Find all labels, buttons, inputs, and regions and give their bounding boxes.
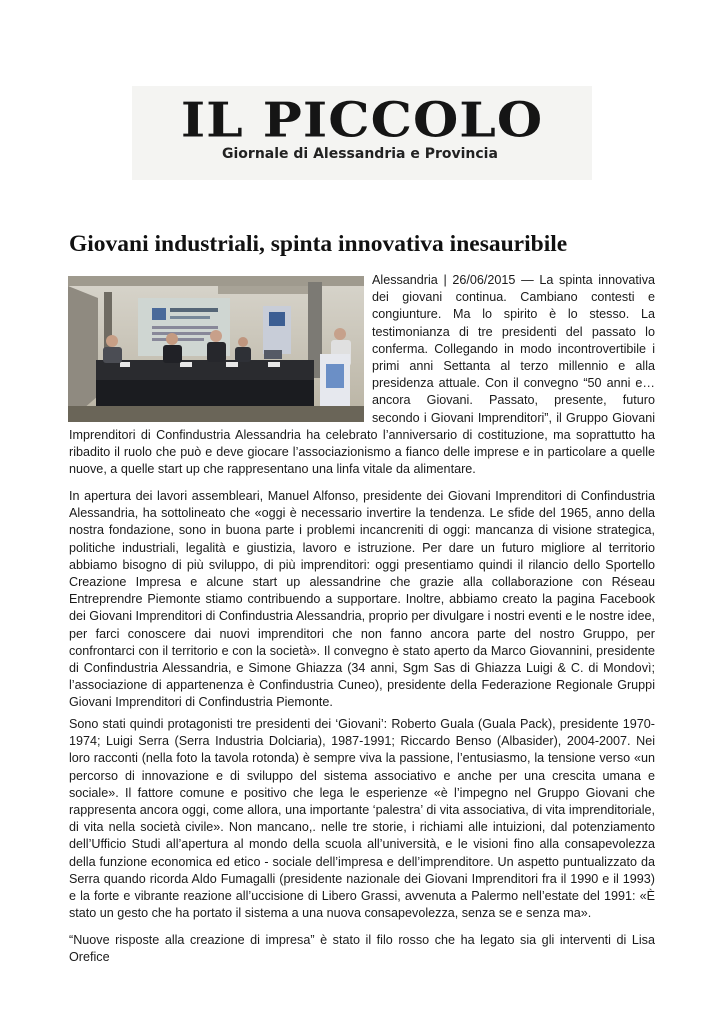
newspaper-name: IL PICCOLO: [180, 92, 544, 149]
article-paragraph-2: In apertura dei lavori assembleari, Manuel Alfonso, presidente dei Giovani Imprenditori di Confindustria Alessandria, ha sottolineato che «oggi è necessario invertire la tendenza. Le sfide del 1965, anno della nostra fondazione, sono in buona parte i problemi incancreniti di oggi: mancanza di visione strategica, politiche industriali, legalità e giustizia, lavoro e istruzione. Per dare un futuro migliore al territorio abbiamo bisogno di più sviluppo, di più imprenditori: oggi presentiamo quindi il rilancio dello Sportello Creazione Impresa e alcune start up alessandrine che grazie alla collaborazione con Réseau Entreprendre Piemonte stiamo contribuendo a supportare. Inoltre, abbiamo creato la pagina Facebook dei Giovani Imprenditori di Confindustria Alessandria, proprio per divulgare i nostri eventi e le nostre idee, per farci conoscere dai nuovi imprenditori che non fanno ancora parte del nostro Gruppo, per confrontarci con il territorio e con la società». Il convegno è stato aperto da Marco Giovannini, presidente di Confindustria Alessandria, e Simone Ghiazza (34 anni, Sgm Sas di Ghiazza Luigi & C. di Mondovì; l’associazione di appartenenza è Confindustria Cuneo), presidente della Federazione Regionale Gruppi Giovani Imprenditori di Confindustria Piemonte.: [69, 489, 655, 710]
article-paragraph-3: Sono stati quindi protagonisti tre presidenti dei ‘Giovani’: Roberto Guala (Guala Pack), presidente 1970-1974; Luigi Serra (Serra Industria Dolciaria), 1987-1991; Riccardo Benso (Albasider), 2004-2007. Nei loro racconti (nella foto la tavola rotonda) è sempre viva la passione, l’entusiasmo, la tensione verso «un percorso di innovazione e di sviluppo del sistema associativo e anche per una crescita umana e sociale». Il fattore comune e positivo che lega le esperienze «è l’impegno nel Gruppo Giovani che rappresenta ancora oggi, come allora, una importante ‘palestra’ di vita associativa, di vita imprenditoriale, di vita nella società civile». Non mancano,. nelle tre storie, i richiami alle intuizioni, dal potenziamento dell’Ufficio Studi all’apertura al mondo della scuola all’università, e le visioni fino alla consapevolezza della funzione economica ed etico - sociale dell’impresa e dell’imprenditore. Un aspetto puntualizzato da Serra quando ricorda Aldo Fumagalli (presidente nazionale dei Giovani Imprenditori fra il 1990 e il 1993) e la forte e vibrante reazione all’uccisione di Libero Grassi, avvenuta a Palermo nell’estate del 1991: «È stato un gesto che ha portato il sistema a una nuova consapevolezza, senza se e senza ma».: [69, 717, 655, 921]
article-paragraph-4: “Nuove risposte alla creazione di impresa” è stato il filo rosso che ha legato sia gli interventi di Lisa Orefice: [69, 933, 655, 965]
newspaper-masthead: [132, 86, 592, 180]
article-title: Giovani industriali, spinta innovativa inesauribile: [69, 231, 568, 257]
photo-wrap-space: [69, 272, 372, 426]
article-paragraph-1: [69, 272, 655, 478]
newspaper-subtitle: Giornale di Alessandria e Provincia: [222, 146, 498, 162]
paragraph-1-text: Alessandria | 26/06/2015 — La spinta innovativa dei giovani continua. Cambiano contesti e congiunture. Ma lo spirito è lo stesso. La testimonianza di tre presidenti del passato lo conferma. Collegando in modo incontrovertibile i primi anni Settanta al terzo millennio e alla presidenza attuale. Con il convegno “50 anni e… ancora Giovani. Passato, presente, futuro secondo i Giovani Imprenditori”, il Gruppo Giovani Imprenditori di Confindustria Alessandria ha celebrato l’anniversario di costituzione, ma soprattutto ha ribadito il ruolo che può e deve giocare l’associazionismo a fianco delle imprese e in particolare a quelle nuove, a quelle start up che rappresentano una linfa vitale da alimentare.: [69, 273, 655, 477]
